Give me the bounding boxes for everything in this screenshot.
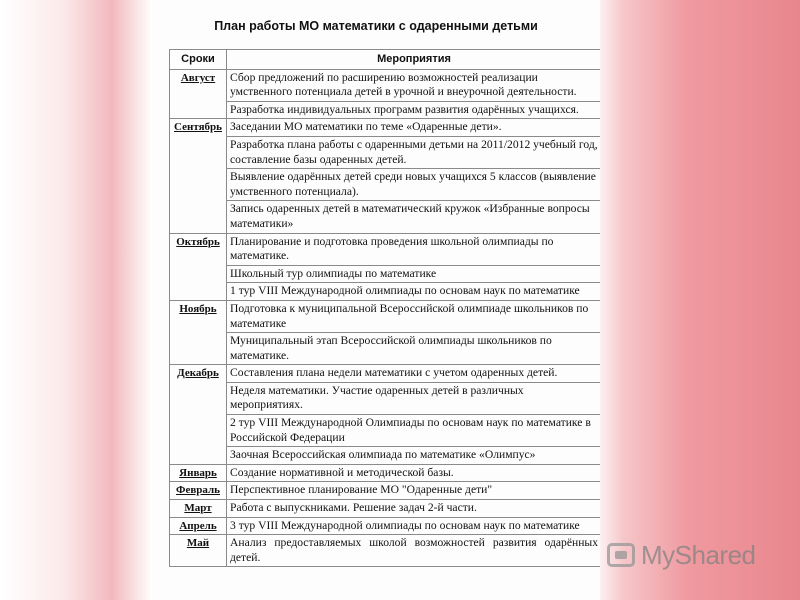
month-cell: Октябрь xyxy=(170,233,227,300)
month-cell: Август xyxy=(170,69,227,119)
month-cell: Апрель xyxy=(170,517,227,535)
month-cell: Сентябрь xyxy=(170,119,227,233)
table-row xyxy=(170,101,601,119)
table-row xyxy=(170,283,601,301)
document-title: План работы МО математики с одаренными детьми xyxy=(214,19,538,33)
table-row xyxy=(170,136,601,168)
table-row xyxy=(170,69,601,101)
header-period: Сроки xyxy=(170,50,227,70)
event-cell: Заседании МО математики по теме «Одаренные дети». xyxy=(227,119,601,137)
event-cell: Школьный тур олимпиады по математике xyxy=(227,265,601,283)
document-page xyxy=(152,0,600,600)
event-cell: Разработка плана работы с одаренными детьми на 2011/2012 учебный год, составление базы одаренных детей. xyxy=(227,136,601,168)
event-cell: Заочная Всероссийская олимпиада по математике «Олимпус» xyxy=(227,447,601,465)
event-cell: Муниципальный этап Всероссийской олимпиады школьников по математике. xyxy=(227,333,601,365)
table-row xyxy=(170,233,601,265)
event-cell: Подготовка к муниципальной Всероссийской олимпиаде школьников по математике xyxy=(227,300,601,332)
event-cell: Работа с выпускниками. Решение задач 2-й части. xyxy=(227,500,601,518)
event-cell: 1 тур VIII Международной олимпиады по основам наук по математике xyxy=(227,283,601,301)
table-row xyxy=(170,517,601,535)
month-cell: Ноябрь xyxy=(170,300,227,364)
myshared-logo xyxy=(607,539,756,571)
table-row xyxy=(170,415,601,447)
table-row xyxy=(170,365,601,383)
event-cell: Разработка индивидуальных программ развития одарённых учащихся. xyxy=(227,101,601,119)
table-row xyxy=(170,535,601,567)
event-cell: Создание нормативной и методической базы. xyxy=(227,464,601,482)
month-cell: Март xyxy=(170,500,227,518)
table-row xyxy=(170,333,601,365)
event-cell: 2 тур VIII Международной Олимпиады по основам наук по математике в Российской Федерации xyxy=(227,415,601,447)
table-row xyxy=(170,169,601,201)
event-cell: Выявление одарённых детей среди новых учащихся 5 классов (выявление умственного потенциала). xyxy=(227,169,601,201)
event-cell: Неделя математики. Участие одаренных детей в различных мероприятиях. xyxy=(227,382,601,414)
table-row xyxy=(170,300,601,332)
month-cell: Январь xyxy=(170,464,227,482)
event-cell: Составления плана недели математики с учетом одаренных детей. xyxy=(227,365,601,383)
header-events: Мероприятия xyxy=(227,50,601,70)
event-cell: Запись одаренных детей в математический кружок «Избранные вопросы математики» xyxy=(227,201,601,233)
table-header-row xyxy=(170,50,601,70)
table-row xyxy=(170,382,601,414)
table-row xyxy=(170,119,601,137)
event-cell: Анализ предоставляемых школой возможностей развития одарённых детей. xyxy=(227,535,601,567)
table-row xyxy=(170,500,601,518)
table-row xyxy=(170,447,601,465)
plan-table xyxy=(169,49,600,567)
event-cell: Перспективное планирование МО "Одаренные дети" xyxy=(227,482,601,500)
plan-table-body xyxy=(170,69,601,567)
month-cell: Февраль xyxy=(170,482,227,500)
presentation-icon xyxy=(607,543,635,567)
watermark-text: MyShared xyxy=(641,539,756,570)
table-row xyxy=(170,464,601,482)
month-cell: Май xyxy=(170,535,227,567)
event-cell: Сбор предложений по расширению возможностей реализации умственного потенциала детей в урочной и внеурочной деятельности. xyxy=(227,69,601,101)
table-row xyxy=(170,482,601,500)
month-cell: Декабрь xyxy=(170,365,227,465)
event-cell: Планирование и подготовка проведения школьной олимпиады по математике. xyxy=(227,233,601,265)
event-cell: 3 тур VIII Международной олимпиады по основам наук по математике xyxy=(227,517,601,535)
table-row xyxy=(170,265,601,283)
table-row xyxy=(170,201,601,233)
